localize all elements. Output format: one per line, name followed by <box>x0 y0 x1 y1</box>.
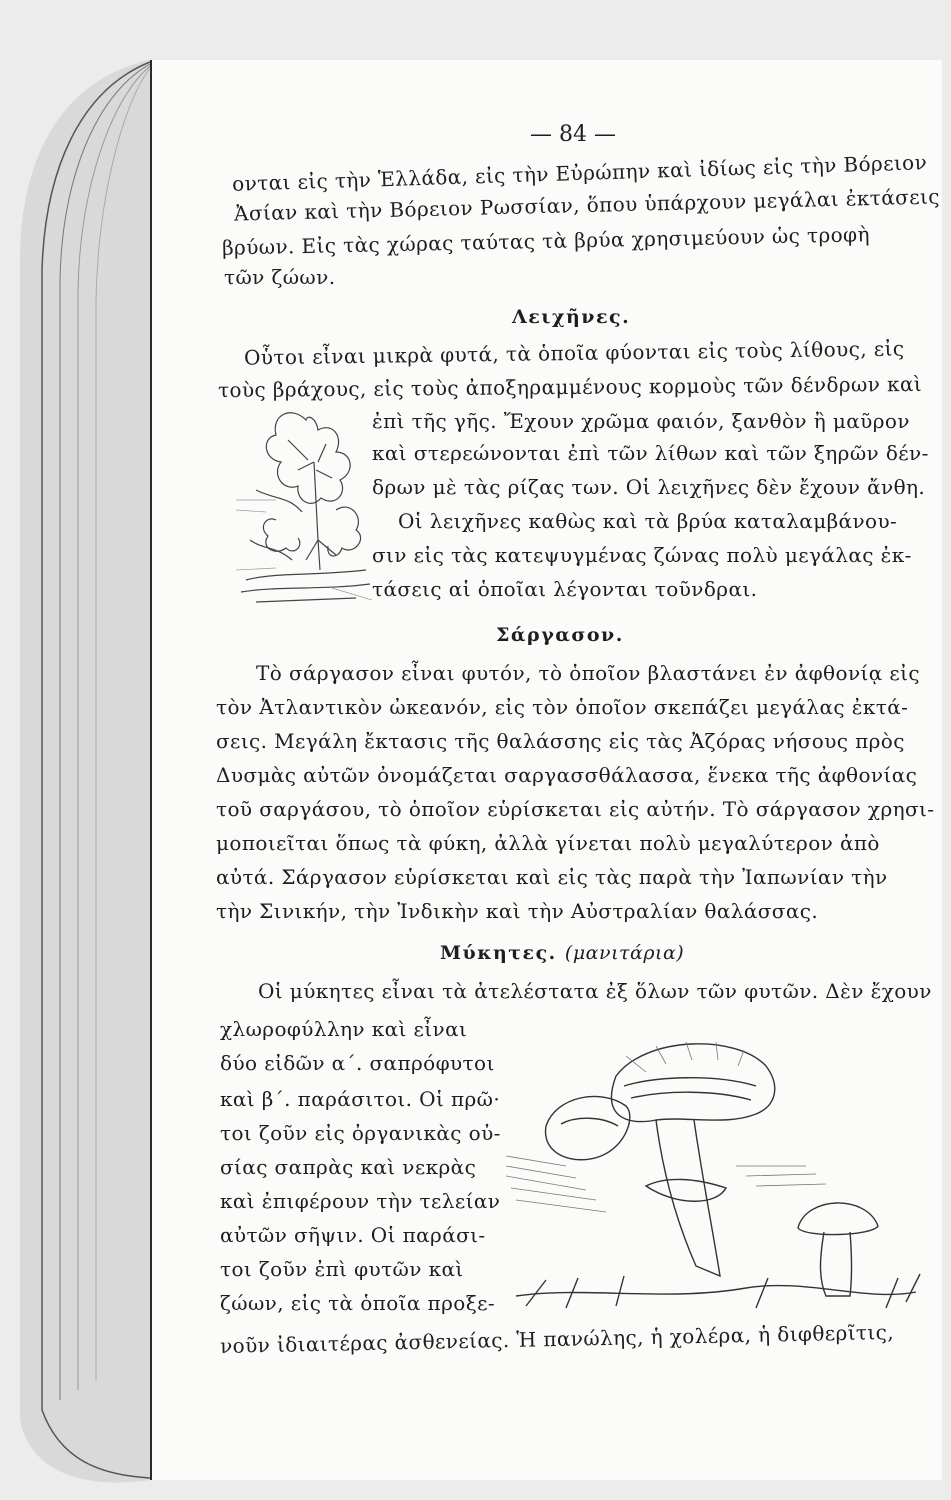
text-line: τὸν Ἀτλαντικὸν ὠκεανόν, εἰς τὸν ὁποῖον σκεπάζει μεγάλας ἐκτά- <box>216 695 909 719</box>
text-line: Οἱ λειχῆνες καθὼς καὶ τὰ βρύα καταλαμβάνου- <box>398 509 898 533</box>
section-heading-lichens: Λειχῆνες. <box>512 306 631 328</box>
text-line: Οὗτοι εἶναι μικρὰ φυτά, τὰ ὁποῖα φύονται εἰς τοὺς λίθους, εἰς <box>243 336 905 370</box>
text-line: ονται εἰς τὴν Ἑλλάδα, εἰς τὴν Εὐρώπην καὶ ἰδίως εἰς τὴν Βόρειον <box>231 150 928 196</box>
fungi-heading-note: (μανιτάρια) <box>564 942 685 964</box>
text-line: τὴν Σινικήν, τὴν Ἰνδικὴν καὶ τὴν Αὐστραλίαν θαλάσσας. <box>216 899 819 923</box>
text-line: σίας σαπρὰς καὶ νεκρὰς <box>220 1155 477 1179</box>
lichen-illustration <box>236 400 372 610</box>
text-line: τοὺς βράχους, εἰς τοὺς ἀποξηραμμένους κορμοὺς τῶν δένδρων καὶ <box>217 371 923 403</box>
page-number: — 84 — <box>530 122 616 147</box>
text-line: τῶν ζώων. <box>224 265 336 289</box>
text-line: αὐτῶν σῆψιν. Οἱ παράσι- <box>220 1223 486 1247</box>
text-line: ἐπὶ τῆς γῆς. Ἔχουν χρῶμα φαιόν, ξανθὸν ἢ μαῦρον <box>372 409 910 433</box>
text-line: βρύων. Εἰς τὰς χώρας ταύτας τὰ βρύα χρησιμεύουν ὡς τροφὴ <box>221 222 871 260</box>
section-heading-sargassum: Σάργασον. <box>496 624 624 646</box>
text-line: τάσεις αἱ ὁποῖαι λέγονται τοῦνδραι. <box>372 577 758 601</box>
text-line: δύο εἰδῶν α΄. σαπρόφυτοι <box>220 1051 495 1075</box>
text-line: τοι ζοῦν ἐπὶ φυτῶν καὶ <box>220 1257 464 1281</box>
text-line: μοποιεῖται ὅπως τὰ φύκη, ἀλλὰ γίνεται πολὺ μεγαλύτερον ἀπὸ <box>216 831 880 855</box>
text-line: Οἱ μύκητες εἶναι τὰ ἀτελέστατα ἐξ ὅλων τῶν φυτῶν. Δὲν ἔχουν <box>258 979 932 1003</box>
text-line: καὶ στερεώνονται ἐπὶ τῶν λίθων καὶ τῶν ξηρῶν δέν- <box>372 441 929 465</box>
text-line: Δυσμὰς αὐτῶν ὀνομάζεται σαργασσθάλασσα, ἕνεκα τῆς ἀφθονίας <box>216 763 918 787</box>
text-line: Ἀσίαν καὶ τὴν Βόρειον Ρωσσίαν, ὅπου ὑπάρχουν μεγάλαι ἐκτάσεις <box>233 184 941 226</box>
text-line: τοῦ σαργάσου, τὸ ὁποῖον εὑρίσκεται εἰς αὐτήν. Τὸ σάργασον χρησι- <box>216 797 935 821</box>
text-line: αὐτά. Σάργασον εὑρίσκεται καὶ εἰς τὰς παρὰ τὴν Ἰαπωνίαν τὴν <box>216 865 888 889</box>
mushrooms-illustration <box>506 1016 926 1314</box>
text-line: Τὸ σάργασον εἶναι φυτόν, τὸ ὁποῖον βλαστάνει ἐν ἀφθονίᾳ εἰς <box>256 661 921 685</box>
text-line: δρων μὲ τὰς ρίζας των. Οἱ λειχῆνες δὲν ἔχουν ἄνθη. <box>372 475 926 499</box>
text-line: ζώων, εἰς τὰ ὁποῖα προξε- <box>220 1291 496 1315</box>
text-line: σεις. Μεγάλη ἔκτασις τῆς θαλάσσης εἰς τὰς Ἀζόρας νήσους πρὸς <box>216 729 905 753</box>
fungi-heading-title: Μύκητες. <box>440 942 557 964</box>
text-line: σιν εἰς τὰς κατεψυγμένας ζώνας πολὺ μεγάλας ἐκ- <box>372 543 912 567</box>
text-line: τοι ζοῦν εἰς ὀργανικὰς οὐ- <box>220 1121 501 1145</box>
text-line: χλωροφύλλην καὶ εἶναι <box>220 1017 468 1041</box>
section-heading-fungi <box>440 942 684 964</box>
text-line: καὶ ἐπιφέρουν τὴν τελείαν <box>220 1189 501 1213</box>
text-line: νοῦν ἰδιαιτέρας ἀσθενείας. Ἡ πανώλης, ἡ χολέρα, ἡ διφθερῖτις, <box>219 1319 895 1359</box>
text-line: καὶ β΄. παράσιτοι. Οἱ πρῶ· <box>220 1087 501 1111</box>
